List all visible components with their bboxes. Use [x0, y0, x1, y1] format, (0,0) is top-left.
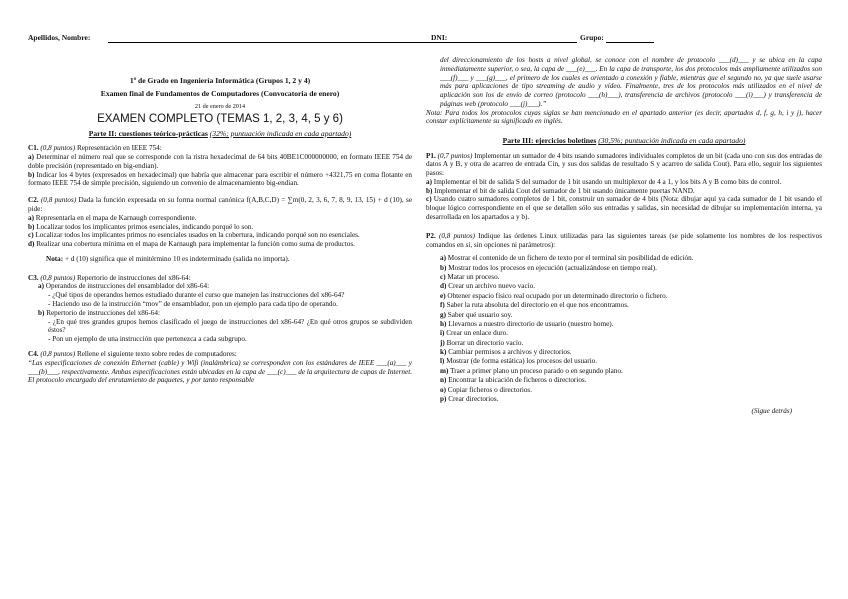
part3-weight: (30,5%; puntuación indicada en cada apartado) — [598, 136, 746, 146]
part3-header — [426, 136, 822, 145]
c4-note: Nota: Para todos los protocolos cuyas siglas se han mencionado en el apartado anterior (es decir, apartados d, f, g, h, i y j), hacer constar explícitamente su significado en inglés. — [426, 108, 822, 126]
c2-points: (0,8 puntos) — [40, 196, 77, 205]
c3-b2: - Pon un ejemplo de una instrucción que pertenezca a cada subgrupo. — [48, 335, 247, 344]
p1-a: a) Implementar el bit de salida S del sumador de 1 bit usando un multiplexor de 4 a 1, y los bits A y B como bits de control. — [426, 177, 782, 186]
p2-text: Indique las órdenes Linux utilizadas para las siguientes tareas (se pide solamente los nombres de los respectivos comandos en sí, sin opciones ni parámetros): — [426, 231, 822, 249]
c3-number: C3. — [28, 273, 39, 282]
apellidos-label: Apellidos, Nombre: — [28, 33, 91, 42]
list-item: m) Traer a primer plano un proceso parado o en segundo plano. — [440, 366, 623, 375]
dni-field[interactable] — [449, 42, 577, 43]
list-item: i) Crear un enlace duro. — [440, 329, 509, 338]
p2-number: P2. — [426, 231, 436, 240]
c2-note: Nota: + d (10) significa que el minitérmino 10 es indeterminado (salida no importa). — [46, 254, 290, 263]
apellidos-field[interactable] — [108, 42, 456, 43]
list-item: d) Crear un archivo nuevo vacío. — [440, 282, 536, 291]
grupo-label: Grupo: — [580, 33, 604, 42]
list-item: f) Saber la ruta absoluta del directorio en el que nos encontramos. — [440, 301, 629, 310]
left-column — [28, 76, 412, 385]
part3-title: Parte III: ejercicios boletines — [502, 136, 597, 146]
c3-b1: - ¿En qué tres grandes grupos hemos clasificado el juego de instrucciones del x86-64? ¿En qué otros grupos se subdividen éstos? — [48, 317, 412, 335]
list-item: c) Matar un proceso. — [440, 273, 500, 282]
c2-c: c) Localizar todos los implicantes primos no esenciales usados en la cobertura, indicando porqué son no esenciales. — [28, 231, 360, 240]
c4-text: Rellene el siguiente texto sobre redes de computadores: — [76, 349, 237, 358]
list-item: p) Crear directorios. — [440, 394, 499, 403]
p2-task-list — [440, 254, 822, 403]
right-column — [426, 56, 822, 416]
list-item: b) Mostrar todos los procesos en ejecución (actualizándose en tiempo real). — [440, 263, 657, 272]
page-title: EXAMEN COMPLETO (TEMAS 1, 2, 3, 4, 5 y 6) — [97, 113, 343, 126]
c1-text: Representación en IEEE 754: — [76, 144, 162, 153]
grupo-field[interactable] — [606, 42, 654, 43]
c2-b: b) Localizar todos los implicantes primos esenciales, indicando porqué lo son. — [28, 222, 254, 231]
part2-header — [28, 129, 412, 138]
list-item: a) Mostrar el contenido de un fichero de texto por el terminal sin posibilidad de edición. — [440, 254, 694, 263]
question-c1 — [28, 144, 412, 153]
exam-title: Examen final de Fundamentos de Computadores (Convocatoria de enero) — [100, 89, 340, 99]
c3-b: b) Repertorio de instrucciones del x86-64: — [38, 308, 160, 317]
list-item: o) Copiar ficheros o directorios. — [440, 385, 533, 394]
c3-a1: - ¿Qué tipos de operandos hemos estudiado durante el curso que manejen las instrucciones del x86-64? — [48, 291, 345, 300]
c2-number: C2. — [28, 196, 39, 205]
c1-points: (0,8 puntos) — [40, 144, 76, 153]
list-item: j) Borrar un directorio vacío. — [440, 338, 524, 347]
c4-continuation: del direccionamiento de los hosts a nivel global, se conoce con el nombre de protocolo ___(d)___ y se ubica en la capa inmediatamente superior, o sea, la capa de ___(e)___. En la capa de transporte, los dos protocolos más ampliamente utilizados son ___(f)___ y ___(g)___, el primero de los cuales es orientado a conexión y fiable, mientras que el segundo no, ya que suele usarse más para aplicaciones de tipo streaming de audio y vídeo. Finalmente, tres de los protocolos más utilizados en el nivel de aplicación son los de envío de correo (protocolo ___(h)___), transferencia de archivos (protocolo ___(i)___) y transferencia de páginas web (protocolo ___(j)___).” — [440, 56, 822, 108]
c2-text: Dada la función expresada en su forma normal canónica f(A,B,C,D) = ∑m(0, 2, 3, 6, 7, 8, 9, 13, 15) + d (10), se pide: — [28, 196, 413, 214]
list-item: n) Encontrar la ubicación de ficheros o directorios. — [440, 376, 587, 385]
c3-points: (0,8 puntos) — [40, 273, 76, 282]
c1-b: b) Indicar los 4 bytes (expresados en hexadecimal) que habría que almacenar para escribir el número +4321,75 en coma flotante en formato IEEE 754 de simple precisión, siguiendo un convenio de almacenamiento big-endian. — [28, 170, 413, 188]
dni-label: DNI: — [431, 33, 448, 42]
list-item: k) Cambiar permisos a archivos y directorios. — [440, 348, 572, 357]
p2-points: (0,8 puntos) — [438, 231, 476, 240]
p1-number: P1. — [426, 151, 436, 160]
c3-text: Repertorio de instrucciones del x86-64: — [76, 273, 191, 282]
list-item: l) Mostrar (de forma estática) los procesos del usuario. — [440, 357, 598, 366]
list-item: e) Obtener espacio físico real ocupado por un determinado directorio o fichero. — [440, 291, 668, 300]
c4-points: (0,8 puntos) — [40, 349, 76, 358]
p1-c: c) Usando cuatro sumadores completos de 1 bit, construir un sumador de 4 bits (Nota: dibujar aquí ya cada sumador de 1 bit usando el bloque lógico correspondiente en el que se detallen sólo sus entradas y salidas, sin necesidad de dibujar su implementación interna, ya desarrollada en los apartados a y b). — [426, 195, 822, 221]
question-p1 — [426, 152, 822, 178]
c1-a: a) Determinar el número real que se corresponde con la ristra hexadecimal de 64 bits 40BE1C000000000, en formato IEEE 754 de doble precisión (representado en big-endian). — [28, 153, 413, 170]
c2-d: d) Realizar una cobertura mínima en el mapa de Karnaugh para implementar la función como suma de productos. — [28, 240, 355, 249]
p1-b: b) Implementar el bit de salida Cout del sumador de 1 bit usando únicamente puertas NAND. — [426, 186, 695, 195]
continue-note: (Sigue detrás) — [751, 406, 792, 415]
part2-title: Parte II: cuestiones teórico-prácticas — [88, 129, 208, 139]
c3-a: a) Operandos de instrucciones del ensamblador del x86-64: — [38, 282, 210, 291]
degree-title: 1º de Grado en Ingeniería Informática (Grupos 1, 2 y 4) — [129, 76, 311, 85]
c4-body: “Las especificaciones de conexión Ethernet (cable) y Wifi (inalámbrica) se corresponden con los estándares de IEEE ___(a)___ y ___(b)___, respectivamente. Ambas especificaciones están ubicadas en la capa de ___(c)___ de la arquitectura de capas de Internet. El protocolo encargado del enrutamiento de paquetes, y por tanto responsable — [28, 358, 412, 385]
c4-number: C4. — [28, 349, 39, 358]
question-c3 — [28, 274, 412, 283]
c2-a: a) Representarla en el mapa de Karnaugh correspondiente. — [28, 213, 197, 222]
question-p2 — [426, 232, 822, 250]
c3-a2: - Haciendo uso de la instrucción “mov” de ensamblador, pon un ejemplo para cada tipo de operando. — [48, 300, 338, 309]
question-c2 — [28, 196, 412, 214]
student-header — [28, 33, 818, 45]
c1-number: C1. — [28, 144, 39, 153]
p1-points: (0,7 puntos) — [437, 151, 473, 160]
list-item: g) Saber qué usuario soy. — [440, 310, 513, 319]
p1-text: Implementar un sumador de 4 bits usando sumadores individuales completos de un bit (cada uno con sus dos entradas de datos A y B, y otra de acarreo de entrada Cin, y sus dos salidas de resultado S y acarreo de salida Cout). Para ello, seguir los siguientes pasos: — [426, 151, 822, 178]
question-c4 — [28, 350, 412, 359]
part2-weight: (32%; puntuación indicada en cada apartado) — [209, 129, 352, 139]
list-item: h) Llevarnos a nuestro directorio de usuario (nuestro home). — [440, 319, 614, 328]
exam-date: 21 de enero de 2014 — [194, 102, 246, 110]
